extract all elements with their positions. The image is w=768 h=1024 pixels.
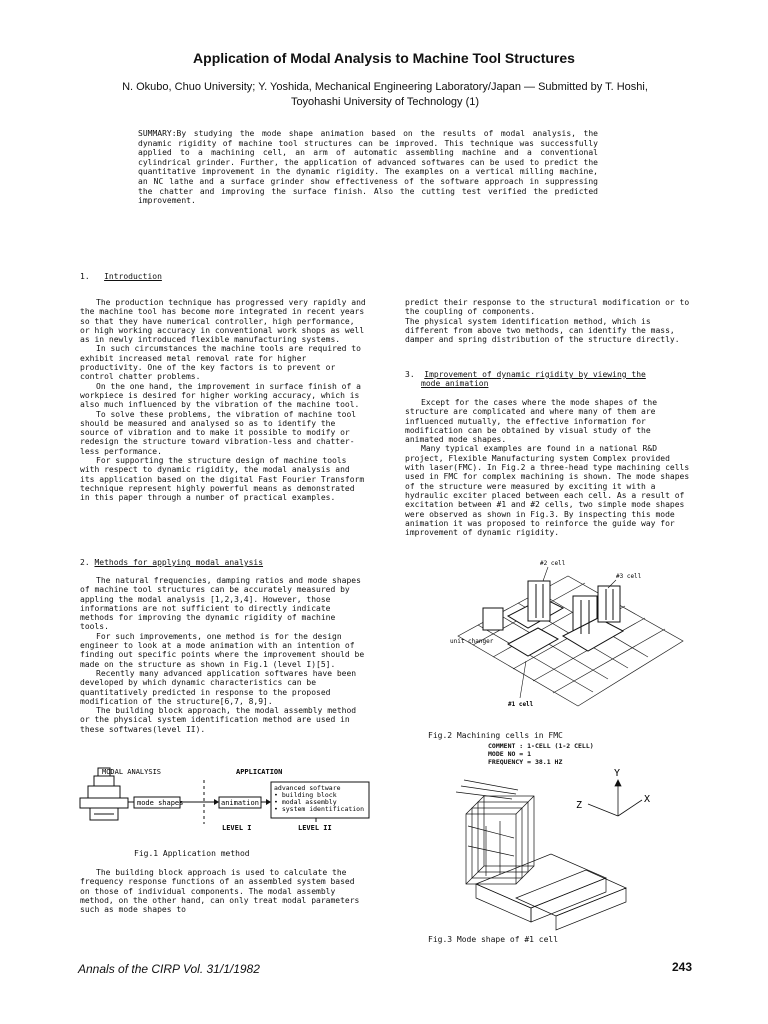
fig1-diagram [76, 764, 372, 834]
journal-footer: Annals of the CIRP Vol. 31/1/1982 [78, 962, 260, 976]
fig3-header [488, 742, 594, 766]
fig3-comment: COMMENT : 1-CELL (1-2 CELL) [488, 742, 594, 750]
methods-paragraph: The natural frequencies, damping ratios and mode shapes of machine tool structures can be accurately measured by appling the modal analysis [1,2,3,4]. However, those informations are not sufficient to directly indicate methods for improving the dynamic rigidity of machine tools. [80, 576, 361, 632]
right-paragraph: The physical system identification method, which is different from above two methods, can identify the mass, damper and spring distribution of the structure directly. [405, 316, 680, 345]
section-3-title-line2: mode animation [421, 379, 489, 389]
intro-text [80, 298, 367, 503]
fig2-label-unit-changer: unit changer [450, 638, 494, 645]
after-fig-text [80, 868, 367, 914]
fig3-mode-no: MODE NO = 1 [488, 750, 532, 758]
fig1-box-mode-shapes: mode shapes [137, 799, 184, 807]
author-line-2: Toyohashi University of Technology (1) [290, 96, 480, 108]
cell-machines [483, 581, 623, 656]
fig2-drawing [448, 556, 688, 716]
section-3-number: 3. [405, 370, 415, 379]
fig3-axis-x: X [644, 794, 651, 805]
page-number: 243 [672, 960, 693, 974]
fig3-axes [588, 780, 642, 816]
fig3-drawing [456, 766, 686, 934]
methods-paragraph: Recently many advanced application softwares have been developed by which dynamic characteristics can be quantitatively predicted in response to the proposed modification of the structure[6,7, 8,9]. [80, 668, 357, 706]
fig1-box-animation: animation [221, 799, 259, 807]
paper-title: Application of Modal Analysis to Machine Tool Structures [193, 50, 575, 66]
author-block [60, 80, 710, 110]
fig3-axis-z: Z [576, 800, 583, 811]
fig3-caption: Fig.3 Mode shape of #1 cell [428, 935, 559, 944]
intro-paragraph: The production technique has progressed very rapidly and the machine tool has become more integrated in recent years so that they have numerical controller, high performance, or high working accuracy in conventional work shops as well as in newly introduced flexible manufacturing systems. [80, 298, 366, 345]
methods-paragraph: The building block approach, the modal assembly method or the physical system identification method are used in these softwares(level II). [80, 706, 357, 734]
fig1-label-modal: MODAL ANALYSIS [102, 768, 162, 776]
intro-paragraph: For supporting the structure design of machine tools with respect to dynamic rigidity, the modal analysis and its application based on the digital Fast Fourier Transform technique represent highly powerful means as demonstrated in this paper through a number of practical examples. [80, 456, 365, 503]
methods-text [80, 576, 367, 734]
section-3-paragraph: Except for the cases where the mode shapes of the structure are complicated and where many of them are influenced mutually, the effective information for modification can be obtained by visual study of the animated mode shapes. [405, 398, 658, 445]
fig2-label-cell3: #3 cell [616, 573, 642, 580]
section-3-paragraph: Many typical examples are found in a national R&D project, Flexible Manufacturing system Complex provided with laser(FMC). In Fig.2 a three-head type machining cells used in FMC for complex machining is shown. The mode shapes of the structure were measured by exciting it with a hydraulic exciter placed between each cell. As a result of excitation between #1 and #2 cells, two simple mode shapes were observed as shown in Fig.3. By inspecting this mode animation it was proposed to reinforce the guide way for improvement of dynamic rigidity. [405, 444, 690, 538]
fig3-axis-y: Y [614, 768, 621, 779]
section-1-title: Introduction [104, 272, 162, 281]
section-3-heading [405, 370, 695, 389]
fig2-label-cell2: #2 cell [540, 560, 566, 567]
summary: SUMMARY:By studying the mode shape animation based on the results of modal analysis, the dynamic rigidity of machine tool structures can be improved. This technique was successfully applied to a machining cell, an arm of automatic assembling machine and a conventional cylindrical grinder. Further, the application of advanced softwares can be used to predict the quantitative improvement in the dynamic rigidity. The examples on a vertical milling machine, an NC lathe and a surface grinder show effectiveness of the software approach in suppressing the chatter and improving the surface finish. Also the cutting test verified the predicted improvement. [138, 129, 598, 206]
intro-paragraph: On the one hand, the improvement in surface finish of a workpiece is desired for higher working accuracy, which is also much influenced by the vibration of the machine tool. [80, 381, 361, 410]
fig3-frequency: FREQUENCY = 38.1 HZ [488, 758, 563, 766]
fig1-sw-line: • system identification [274, 805, 365, 813]
fig1-sw-line: • building block [274, 791, 337, 799]
section-1-heading [80, 272, 162, 281]
fig1-level2: LEVEL II [298, 824, 332, 832]
section-3-title-line1: Improvement of dynamic rigidity by viewing the [424, 370, 646, 379]
right-cont-text [405, 298, 690, 344]
section-3-text [405, 398, 690, 537]
intro-paragraph: In such circumstances the machine tools are required to exhibit increased metal removal rate for higher productivity. One of the key factors is to prevent or control chatter problems. [80, 344, 361, 382]
intro-paragraph: To solve these problems, the vibration of machine tool should be measured and analysed so as to identify the source of vibration and to make it possible to modify or redesign the structure toward vibration-less and chatter-less performance. [80, 409, 357, 456]
methods-paragraph: For such improvements, one method is for the design engineer to look at a mode animation with an intention of finding out specific points where the improvement should be made on the structure as shown in Fig.1 (level I)[5]. [80, 631, 365, 669]
right-paragraph: predict their response to the structural modification or to the coupling of components. [405, 298, 690, 317]
section-2-number: 2. [80, 558, 90, 567]
author-line-1: N. Okubo, Chuo University; Y. Yoshida, Mechanical Engineering Laboratory/Japan — Submitted by T. Hoshi, [122, 81, 648, 93]
fig1-label-application: APPLICATION [236, 768, 283, 776]
after-fig-paragraph: The building block approach is used to calculate the frequency response functions of an assembled system based on those of individual components. The modal assembly method, on the other hand, can only treat modal parameters such as mode shapes to [80, 868, 360, 915]
section-2-heading [80, 558, 263, 567]
section-1-number: 1. [80, 272, 90, 281]
fig1-caption: Fig.1 Application method [134, 849, 250, 858]
fig1-level1: LEVEL I [222, 824, 252, 832]
fig1-sw-line: • modal assembly [274, 798, 337, 806]
section-2-title: Methods for applying modal analysis [94, 558, 264, 567]
fig1-sw-line: advanced software [274, 784, 341, 792]
fig2-label-cell1: #1 cell [508, 701, 534, 708]
mode-shape-wireframe [456, 780, 626, 930]
fig2-caption: Fig.2 Machining cells in FMC [428, 731, 563, 740]
